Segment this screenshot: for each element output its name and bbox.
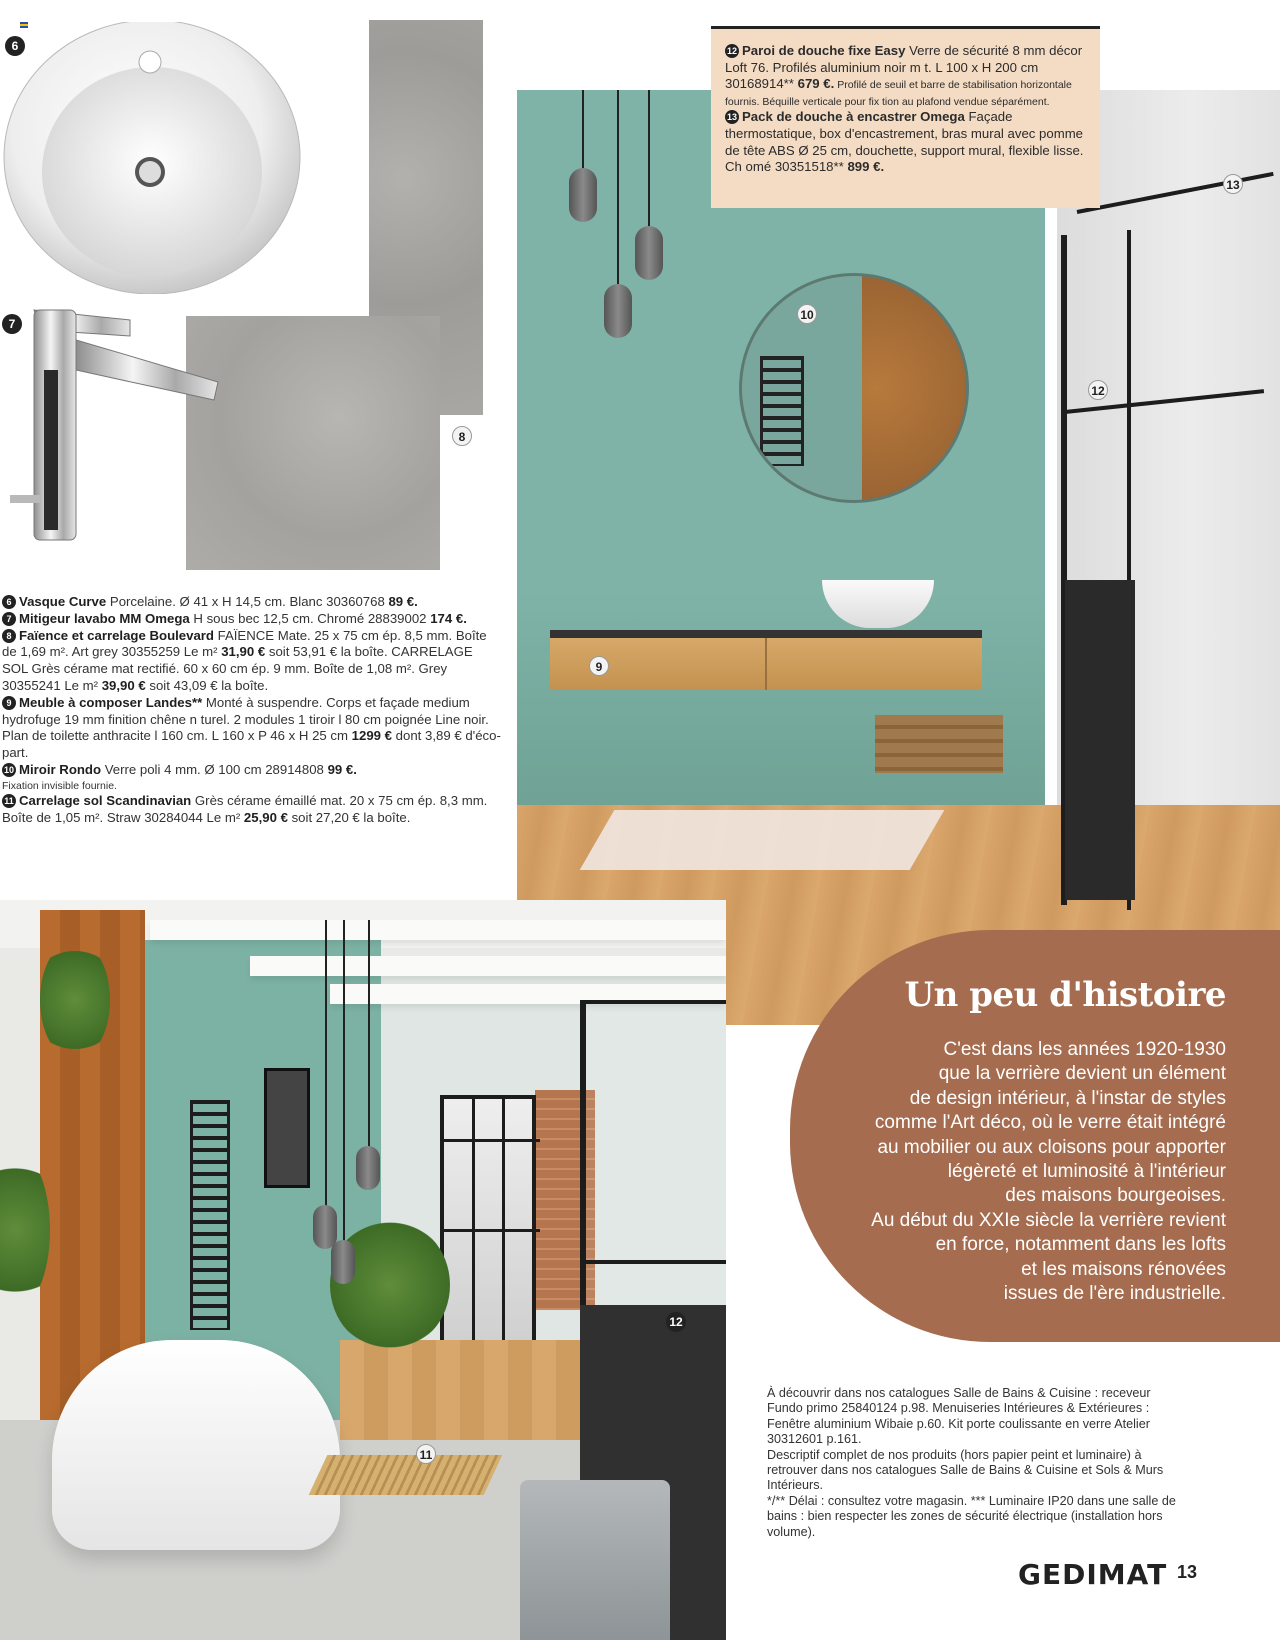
pendant-light	[313, 1205, 337, 1249]
door-transom	[444, 1229, 540, 1232]
product-name: Faïence et carrelage Boulevard	[19, 627, 214, 643]
product-price: 99 €.	[327, 761, 357, 777]
history-line: et les maisons rénovées	[1021, 1258, 1226, 1280]
brand-logo: GEDIMAT	[1018, 1558, 1168, 1591]
product-name: Meuble à composer Landes**	[19, 694, 203, 710]
product-desc: Verre poli 4 mm. Ø 100 cm 28914808	[101, 761, 328, 777]
pendant-cord	[343, 920, 345, 1245]
product-desc: Porcelaine. Ø 41 x H 14,5 cm. Blanc 30360768	[106, 594, 389, 609]
rug	[580, 810, 945, 870]
pendant-light	[635, 226, 663, 280]
shower-spec-box	[711, 26, 1100, 208]
wood-floor	[340, 1340, 580, 1440]
spec-faience	[2, 628, 502, 695]
product-note: Profilé de seuil et barre de stabilisation horizontale fournis. Béquille verticale pour fix tion au plafond vendue séparément.	[725, 79, 1072, 108]
product-price: 31,90 €	[221, 644, 266, 660]
product-name: Vasque Curve	[19, 594, 107, 609]
wooden-crate	[875, 715, 1003, 773]
badge-8: 8	[452, 426, 472, 446]
history-line: en force, notamment dans les lofts	[935, 1234, 1226, 1256]
pendant-cord	[582, 90, 584, 170]
radiator-reflection	[760, 356, 804, 466]
teal-wall-shade	[517, 590, 1045, 810]
product-name: Pack de douche à encastrer Omega	[742, 109, 965, 125]
spec-number: 11	[2, 794, 16, 808]
frame-bar	[586, 1260, 726, 1264]
footnote-delay: */** Délai : consultez votre magasin. *** Luminaire IP20 dans une salle de bains : bien respecter les zones de sécurité électrique (installation hors volume).	[767, 1493, 1176, 1539]
badge-12-top: 12	[1088, 380, 1108, 400]
round-mirror	[739, 273, 969, 503]
footnote-description: Descriptif complet de nos produits (hors papier peint et luminaire) à retrouver dans nos catalogues Salle de Bains & Cuisine et Sols & Murs Intérieurs.	[767, 1447, 1164, 1493]
shower-panel	[1065, 580, 1135, 900]
frame-bar	[586, 1000, 726, 1004]
spec-paroi	[725, 43, 1086, 109]
pendant-light	[331, 1240, 355, 1284]
history-line: légèreté et luminosité à l'intérieur	[947, 1161, 1226, 1183]
ceiling-beam	[250, 956, 726, 976]
plant	[40, 940, 110, 1060]
door-transom	[444, 1139, 540, 1142]
product-desc: FAÏENCE Mate. 25 x 75 cm ép. 8,5 mm. Boîte de 1,69 m². Art grey 30355259 Le m²	[2, 627, 487, 660]
spec-number: 9	[2, 696, 16, 710]
product-desc: soit 43,09 € la boîte.	[145, 677, 269, 693]
product-price: 89 €.	[388, 594, 418, 609]
faucet-photo	[0, 300, 230, 550]
product-desc: Verre de sécurité 8 mm décor Loft 76. Profilés aluminium noir m t. L 100 x H 200 cm 30168914**	[725, 43, 1083, 92]
product-price: 679 €.	[797, 76, 835, 92]
pendant-light	[604, 284, 632, 338]
vanity-divider	[765, 638, 767, 690]
pendant-cord	[648, 90, 650, 228]
pendant-cord	[368, 920, 370, 1150]
wall-picture	[264, 1068, 310, 1188]
product-price: 174 €.	[430, 610, 467, 626]
glass-sliding-door	[440, 1095, 536, 1355]
history-line: issues de l'ère industrielle.	[1003, 1283, 1226, 1305]
product-desc: dont 3,89 € d'éco-part.	[2, 728, 501, 761]
history-line: au mobilier ou aux cloisons pour apporter	[877, 1136, 1226, 1158]
spec-vasque	[2, 594, 502, 611]
metal-stool	[520, 1480, 670, 1640]
product-desc: Monté à suspendre. Corps et façade medium hydrofuge 19 mm finition chêne n turel. 2 modules 1 tiroir l 80 cm poignée Line noir. Plan de toilette anthracite l 160 cm. L 160 x P 46 x H 25 cm	[2, 694, 489, 744]
history-line: que la verrière devient un élément	[938, 1063, 1226, 1085]
page-number: 13	[1177, 1562, 1198, 1582]
product-name: Miroir Rondo	[19, 761, 102, 777]
spec-meuble	[2, 695, 502, 762]
history-line: C'est dans les années 1920-1930	[943, 1039, 1226, 1060]
spec-mitigeur	[2, 611, 502, 628]
product-desc: Grès cérame émaillé mat. 20 x 75 cm ép. 8,3 mm. Boîte de 1,05 m². Straw 30284044 Le m²	[2, 792, 488, 825]
spec-miroir-note: Fixation invisible fournie.	[2, 779, 117, 792]
product-name: Paroi de douche fixe Easy	[742, 43, 906, 58]
history-body	[806, 1038, 1226, 1306]
towel-radiator	[190, 1100, 230, 1330]
badge-13: 13	[1223, 174, 1243, 194]
product-desc: soit 53,91 € la boîte. CARRELAGE SOL Grès cérame mat rectifié. 60 x 60 cm ép. 9 mm. Boîte de 1,08 m². Grey 30355241 Le m²	[2, 644, 473, 693]
spec-number: 8	[2, 629, 16, 643]
badge-10: 10	[797, 304, 817, 324]
product-desc: H sous bec 12,5 cm. Chromé 28839002	[189, 610, 431, 626]
basin-photo	[0, 22, 350, 294]
freestanding-bathtub	[52, 1340, 340, 1550]
footnotes	[767, 1386, 1187, 1540]
spec-miroir	[2, 762, 502, 779]
spec-pack	[725, 109, 1086, 175]
spec-number: 7	[2, 612, 16, 626]
history-line: des maisons bourgeoises.	[1005, 1185, 1226, 1207]
pendant-light	[356, 1146, 380, 1190]
badge-6: 6	[5, 36, 25, 56]
pendant-cord	[325, 920, 327, 1210]
badge-11: 11	[416, 1444, 436, 1464]
badge-12-bottom: 12	[666, 1312, 686, 1332]
bathroom-photo-bottom	[0, 900, 726, 1640]
product-price: 899 €.	[847, 159, 885, 175]
badge-7: 7	[2, 314, 22, 334]
product-price: 25,90 €	[243, 809, 288, 825]
pendant-cord	[617, 90, 619, 286]
product-desc: Façade thermostatique, box d'encastrement, bras mural avec pomme de tête ABS Ø 25 cm, douchette, support mural, flexible lisse. Ch omé 30351518**	[725, 109, 1084, 175]
spec-number: 10	[3, 764, 14, 775]
badge-9: 9	[589, 656, 609, 676]
product-specs	[2, 594, 502, 826]
spec-number: 12	[726, 46, 737, 56]
product-price: 39,90 €	[101, 677, 146, 693]
spec-number: 6	[2, 595, 16, 609]
product-price: 1299 €	[351, 728, 393, 744]
bathroom-photo-top	[517, 90, 1280, 1025]
history-line: Au début du XXIe siècle la verrière revient	[871, 1209, 1226, 1231]
bath-mat	[309, 1455, 503, 1495]
ceiling-beam	[150, 920, 726, 940]
product-name: Mitigeur lavabo MM Omega	[19, 610, 190, 626]
plant	[330, 1220, 450, 1350]
history-line: comme l'Art déco, où le verre était intégré	[874, 1112, 1226, 1134]
history-title: Un peu d'histoire	[904, 975, 1226, 1015]
spec-number: 13	[726, 112, 737, 123]
pendant-light	[569, 168, 597, 222]
history-line: de design intérieur, à l'instar de styles	[909, 1087, 1226, 1109]
history-panel	[790, 930, 1280, 1342]
product-name: Carrelage sol Scandinavian	[19, 792, 192, 808]
footnote-catalogues: À découvrir dans nos catalogues Salle de Bains & Cuisine : receveur Fundo primo 25840124 p.98. Menuiseries Intérieures & Extérieures : Fenêtre aluminium Wibaie p.60. Kit porte coulissante en verre Atelier 30312601 p.161.	[767, 1386, 1151, 1447]
product-desc: soit 27,20 € la boîte.	[287, 809, 411, 825]
spec-carrelage	[2, 793, 502, 827]
